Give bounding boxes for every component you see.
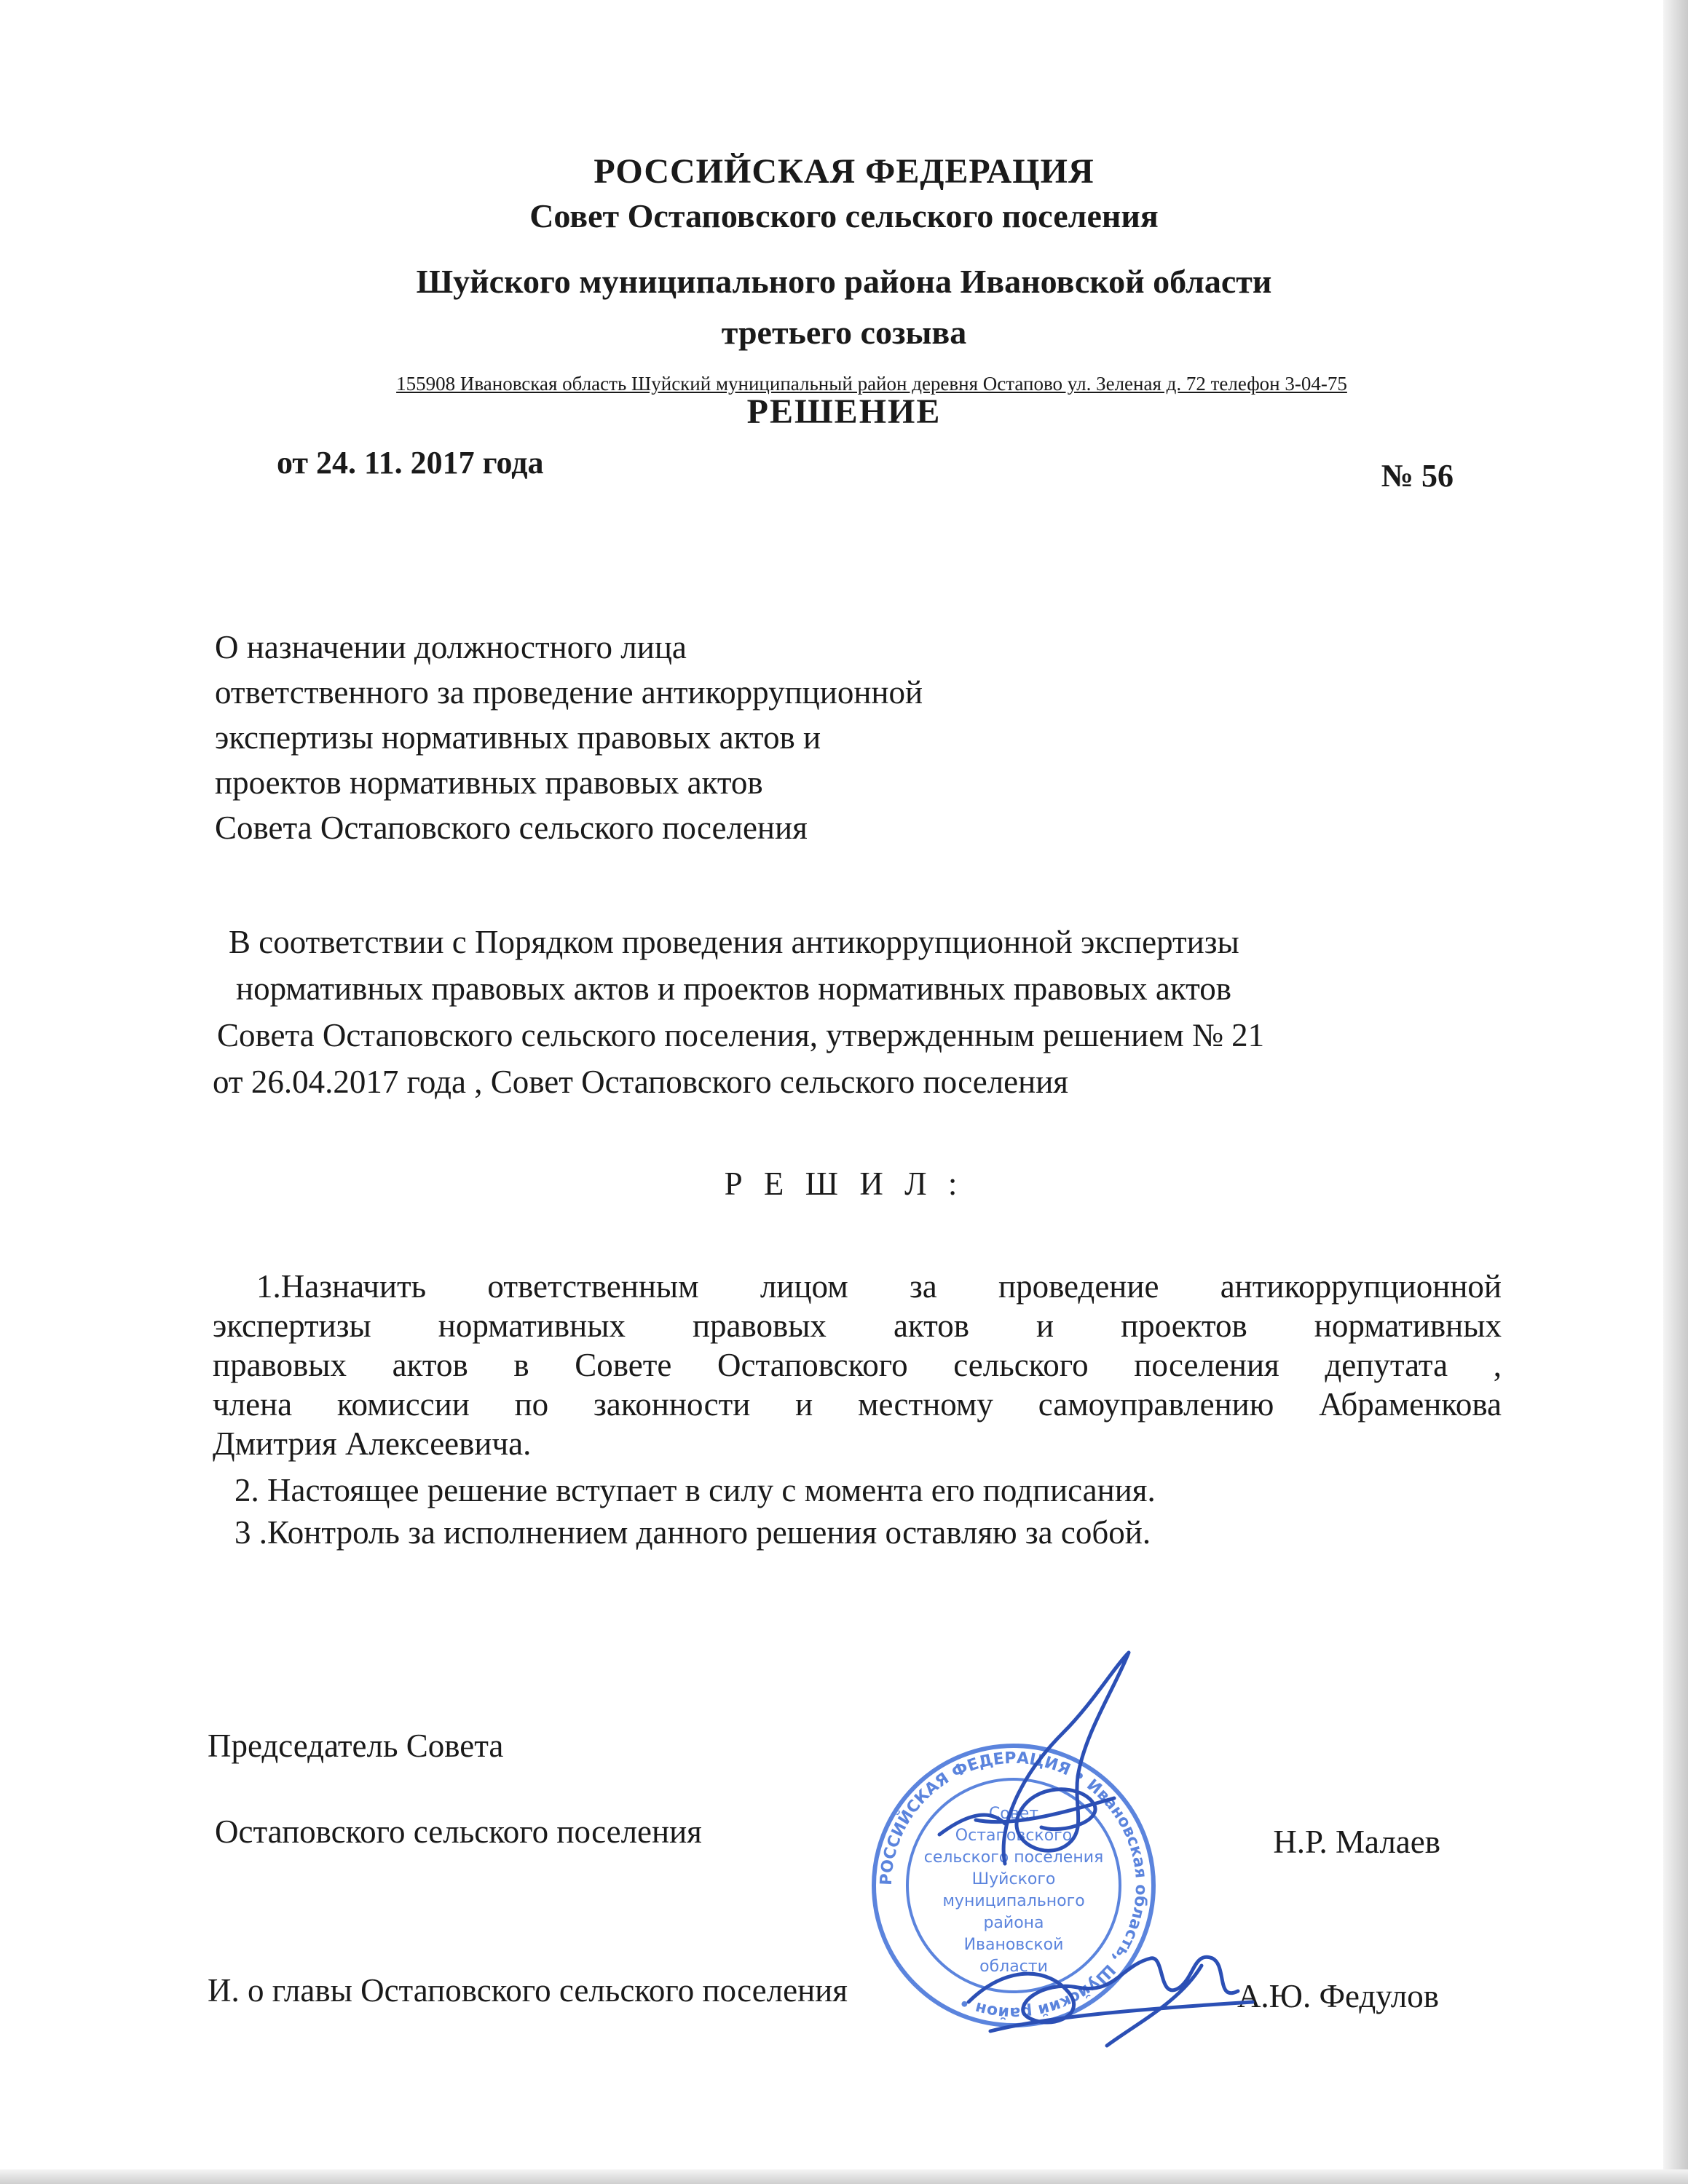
acting-head-signature: [961, 1922, 1267, 2068]
subject-line: проектов нормативных правовых актов: [215, 764, 763, 801]
stamp-line: района: [983, 1914, 1044, 1932]
decision-items: [213, 1267, 1502, 1552]
preamble-line: Совета Остаповского сельского поселения, утвержденным решением № 21: [217, 1017, 1265, 1053]
preamble-line: от 26.04.2017 года , Совет Остаповского сельского поселения: [213, 1064, 1068, 1100]
scan-edge-bottom: [0, 2169, 1688, 2184]
stamp-line: Шуйского: [971, 1870, 1056, 1888]
item-1-last-line: Дмитрия Алексеевича.: [213, 1425, 532, 1462]
item-2: 2. Настоящее решение вступает в силу с момента его подписания.: [234, 1472, 1156, 1508]
stamp-line: муниципального: [942, 1892, 1085, 1910]
header-council: Совет Остаповского сельского поселения: [529, 197, 1159, 234]
preamble-line: В соответствии с Порядком проведения антикоррупционной экспертизы: [229, 924, 1239, 960]
acting-head-title: И. о главы Остаповского сельского поселения: [208, 1972, 848, 2009]
stamp-outer-text: РОССИЙСКАЯ ФЕДЕРАЦИЯ • Ивановская область, Шуйский район •: [877, 1749, 1151, 2022]
resolved-heading: Р Е Ш И Л :: [724, 1166, 964, 1202]
document-number: № 56: [1381, 458, 1454, 494]
item-1-line: члена комиссии по законности и местному самоуправлению Абраменкова: [213, 1386, 1502, 1423]
chair-name: Н.Р. Малаев: [1273, 1824, 1440, 1860]
subject-line: Совета Остаповского сельского поселения: [215, 810, 808, 846]
stamp-line: Остаповского: [955, 1827, 1073, 1845]
item-1-line: 1.Назначить ответственным лицом за проведение антикоррупционной: [256, 1268, 1502, 1305]
stamp-line: области: [979, 1958, 1048, 1976]
subject-line: О назначении должностного лица: [215, 629, 687, 665]
stamp-line: сельского поселения: [923, 1848, 1104, 1867]
header-address: 155908 Ивановская область Шуйский муниципальный район деревня Остапово ул. Зеленая д. 72 телефон 3-04-75: [396, 373, 1347, 395]
acting-head-name: А.Ю. Федулов: [1237, 1978, 1439, 2014]
preamble-block: [213, 919, 1264, 1105]
document-type: РЕШЕНИЕ: [746, 392, 942, 431]
document-date: от 24. 11. 2017 года: [277, 445, 544, 480]
subject-block: [215, 625, 923, 850]
stamp-line: Совет: [988, 1805, 1039, 1823]
preamble-line: нормативных правовых актов и проектов нормативных правовых актов: [236, 970, 1231, 1007]
item-3: 3 .Контроль за исполнением данного решения оставляю за собой.: [234, 1514, 1151, 1551]
item-1-line: правовых актов в Совете Остаповского сельского поселения депутата ,: [213, 1347, 1502, 1383]
item-1-line: экспертизы нормативных правовых актов и проектов нормативных: [213, 1307, 1502, 1344]
chair-signature: [896, 1645, 1187, 1886]
chair-title-line-2: Остаповского сельского поселения: [215, 1813, 702, 1850]
subject-line: экспертизы нормативных правовых актов и: [215, 719, 821, 756]
stamp-line: Ивановской: [963, 1936, 1064, 1954]
header-district: Шуйского муниципального района Ивановской области: [416, 263, 1272, 300]
subject-line: ответственного за проведение антикоррупционной: [215, 674, 923, 711]
header-country: РОССИЙСКАЯ ФЕДЕРАЦИЯ: [593, 152, 1095, 191]
chair-title-line-1: Председатель Совета: [208, 1728, 504, 1764]
header-convocation: третьего созыва: [721, 314, 967, 351]
